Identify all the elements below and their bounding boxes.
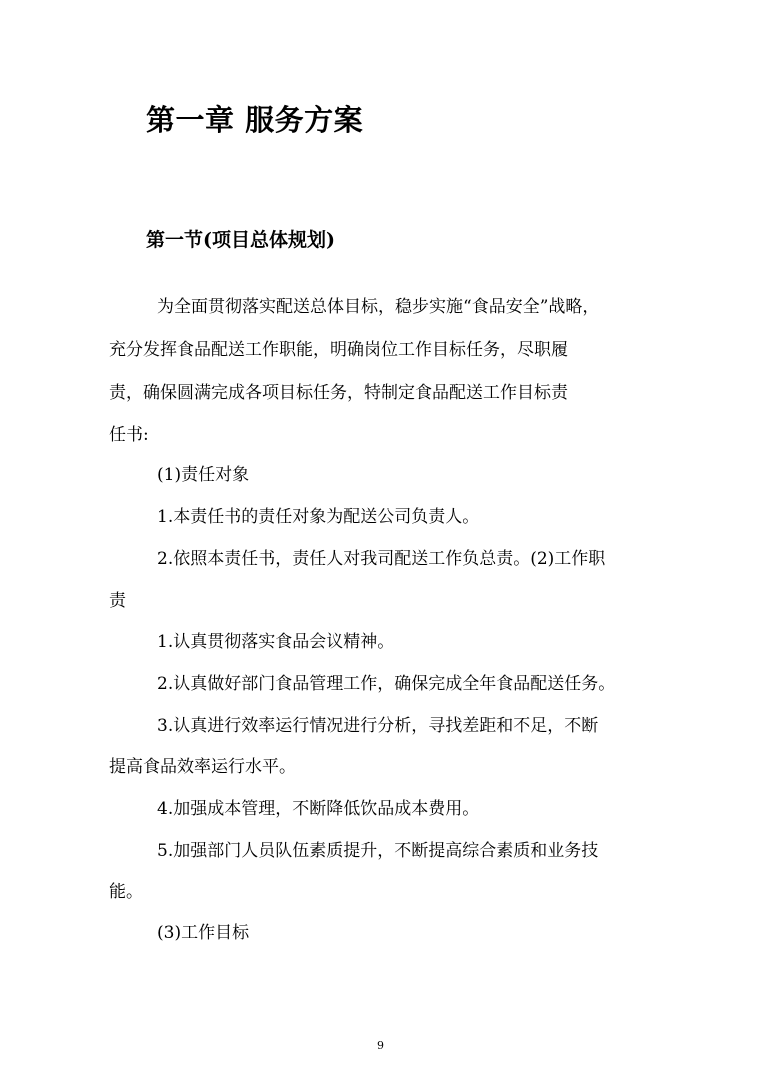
paragraph-line: 5.加强部门人员队伍素质提升，不断提高综合素质和业务技 [157, 841, 599, 861]
paragraph-line: (3)工作目标 [157, 923, 250, 943]
paragraph-line: 能。 [109, 882, 143, 902]
paragraph-line: 提高食品效率运行水平。 [109, 757, 296, 777]
paragraph-line: 3.认真进行效率运行情况进行分析，寻找差距和不足，不断 [157, 716, 599, 736]
paragraph-line: 责 [109, 591, 126, 611]
paragraph-line: 为全面贯彻落实配送总体目标，稳步实施“食品安全”战略， [157, 297, 600, 317]
chapter-title: 第一章 服务方案 [146, 103, 364, 137]
section-title: 第一节(项目总体规划) [146, 229, 335, 251]
paragraph-line: 充分发挥食品配送工作职能，明确岗位工作目标任务，尽职履 [109, 340, 568, 360]
paragraph-line: 任书: [109, 425, 149, 445]
paragraph-line: (1)责任对象 [157, 465, 250, 485]
page-number: 9 [377, 1039, 384, 1052]
paragraph-line: 4.加强成本管理，不断降低饮品成本费用。 [157, 799, 480, 819]
paragraph-line: 1.本责任书的责任对象为配送公司负责人。 [157, 507, 480, 527]
paragraph-line: 2.认真做好部门食品管理工作，确保完成全年食品配送任务。 [157, 674, 616, 694]
paragraph-line: 2.依照本责任书，责任人对我司配送工作负总责。(2)工作职 [157, 549, 606, 569]
paragraph-line: 责，确保圆满完成各项目标任务，特制定食品配送工作目标责 [109, 383, 568, 403]
paragraph-line: 1.认真贯彻落实食品会议精神。 [157, 632, 395, 652]
